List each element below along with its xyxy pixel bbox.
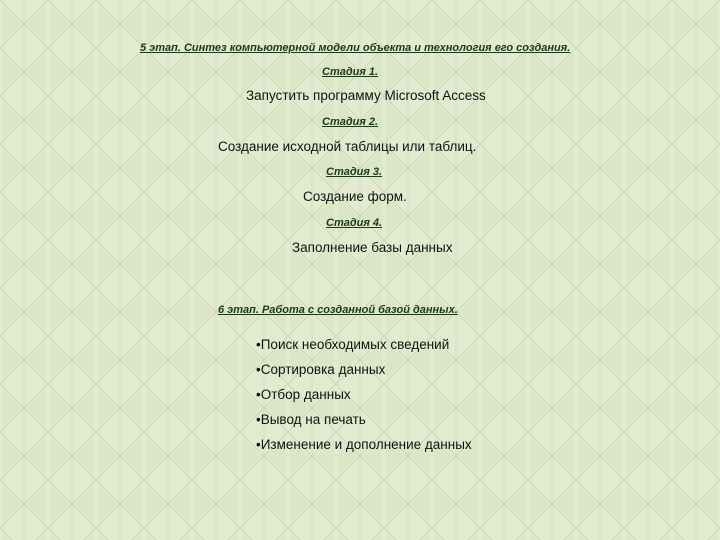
step4-text: Заполнение базы данных [292, 240, 453, 255]
bullet-search: •Поиск необходимых сведений [256, 337, 450, 352]
step3-title: Стадия 3. [326, 166, 383, 178]
step2-title: Стадия 2. [322, 116, 379, 128]
bullet-edit: •Изменение и дополнение данных [256, 437, 472, 452]
step2-text: Создание исходной таблицы или таблиц. [218, 139, 477, 154]
step3-text: Создание форм. [303, 189, 407, 204]
bullet-sort: •Сортировка данных [256, 362, 386, 377]
bullet-print: •Вывод на печать [256, 412, 366, 427]
bullet-filter: •Отбор данных [256, 387, 351, 402]
stage5-title: 5 этап. Синтез компьютерной модели объекта и технология его создания. [140, 42, 571, 54]
step4-title: Стадия 4. [326, 217, 383, 229]
stage6-title: 6 этап. Работа с созданной базой данных. [218, 304, 458, 316]
step1-title: Стадия 1. [322, 66, 379, 78]
step1-text: Запустить программу Microsoft Access [246, 88, 486, 103]
